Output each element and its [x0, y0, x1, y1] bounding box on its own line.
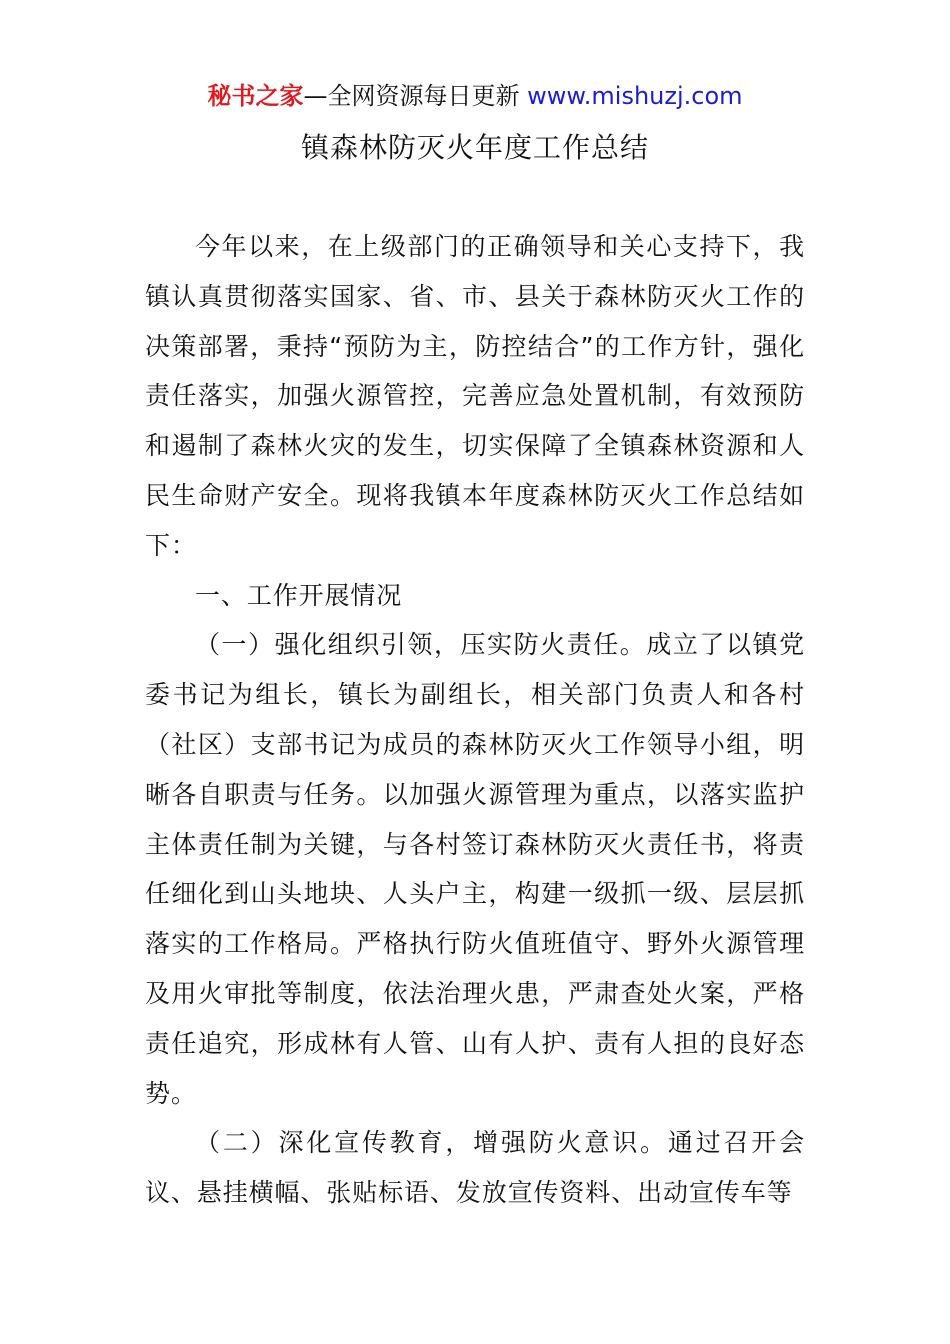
- intro-paragraph: 今年以来，在上级部门的正确领导和关心支持下，我镇认真贯彻落实国家、省、市、县关于森林防灭火工作的决策部署，秉持“预防为主，防控结合”的工作方针，强化责任落实，加强火源管控，完善应急处置机制，有效预防和遏制了森林火灾的发生，切实保障了全镇森林资源和人民生命财产安全。现将我镇本年度森林防灭火工作总结如下：: [145, 232, 805, 560]
- body-paragraph: （一）强化组织引领，压实防火责任。成立了以镇党委书记为组长，镇长为副组长，相关部门负责人和各村（社区）支部书记为成员的森林防灭火工作领导小组，明晰各自职责与任务。以加强火源管理为重点，以落实监护主体责任制为关键，与各村签订森林防灭火责任书，将责任细化到山头地块、人头户主，构建一级抓一级、层层抓落实的工作格局。严格执行防火值班值守、野外火源管理及用火审批等制度，依法治理火患，严肃查处火案，严格责任追究，形成林有人管、山有人护、责有人担的良好态势。: [145, 630, 805, 1108]
- site-url-link[interactable]: www.mishuzj.com: [527, 82, 743, 110]
- site-header: [0, 78, 950, 114]
- document-body: [145, 222, 805, 1218]
- header-tagline: —全网资源每日更新: [303, 82, 528, 110]
- document-title: 镇森林防灭火年度工作总结: [300, 131, 649, 164]
- body-paragraph: （二）深化宣传教育，增强防火意识。通过召开会议、悬挂横幅、张贴标语、发放宣传资料、出动宣传车等: [145, 1128, 805, 1208]
- section-heading: 一、工作开展情况: [195, 580, 403, 610]
- brand-name: 秘书之家: [207, 82, 304, 110]
